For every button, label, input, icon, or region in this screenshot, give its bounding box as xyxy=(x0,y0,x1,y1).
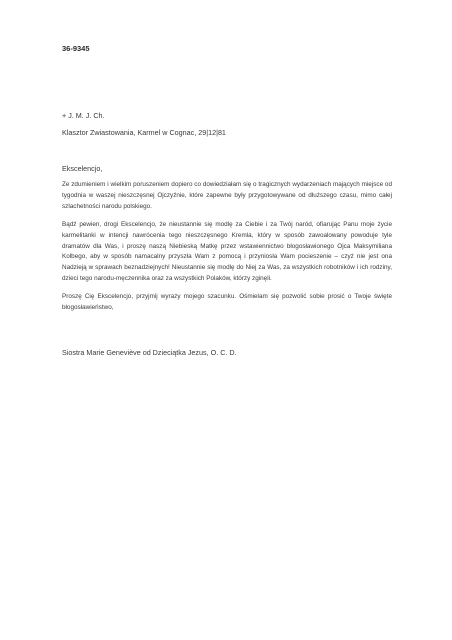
paragraph: Ze zdumieniem i wielkim poruszeniem dopiero co dowiedziałam się o tragicznych wydarzeniach mających miejsce od tygodnia w waszej nieszczęsnej Ojczyźnie, które zapewne były przygotowywane od dłuższego czasu, mimo całej szlachetności narodu polskiego. xyxy=(62,181,392,210)
greeting: Ekscelencjo, xyxy=(62,164,103,173)
letter-body xyxy=(62,180,392,321)
paragraph: Proszę Cię Ekscelencjo, przyjmij wyrazy mojego szacunku. Ośmielam się pozwolić sobie prosić o Twoje święte błogosławieństwo, xyxy=(62,293,392,312)
document-reference: 36-9345 xyxy=(62,44,90,53)
cross-initials: + J. M. J. Ch. xyxy=(62,111,105,120)
place-and-date: Klasztor Zwiastowania, Karmel w Cognac, 29|12|81 xyxy=(62,128,226,137)
paragraph: Bądź pewien, drogi Ekscelencjo, że nieustannie się modlę za Ciebie i za Twój naród, ofiarując Panu moje życie karmelitanki w intencji nawrócenia tego nieszczęsnego Kremla, który w sposób zawoalowany powoduje tyle dramatów dla Was, i proszę naszą Niebieską Matkę przez wstawiennictwo błogosławionego Ojca Maksymiliana Kolbego, aby w sposób namacalny przyszła Wam z pomocą i przyniosła Wam pocieszenie – czyż nie jest ona Nadzieją w sprawach beznadziejnych! Nieustannie się modlę do Niej za Was, za wszystkich robotników i ich rodziny, dzieci tego narodu-męczennika oraz za wszystkich Polaków, którzy zginęli. xyxy=(62,220,392,283)
signature: Siostra Marie Geneviève od Dzieciątka Jezus, O. C. D. xyxy=(62,348,237,357)
